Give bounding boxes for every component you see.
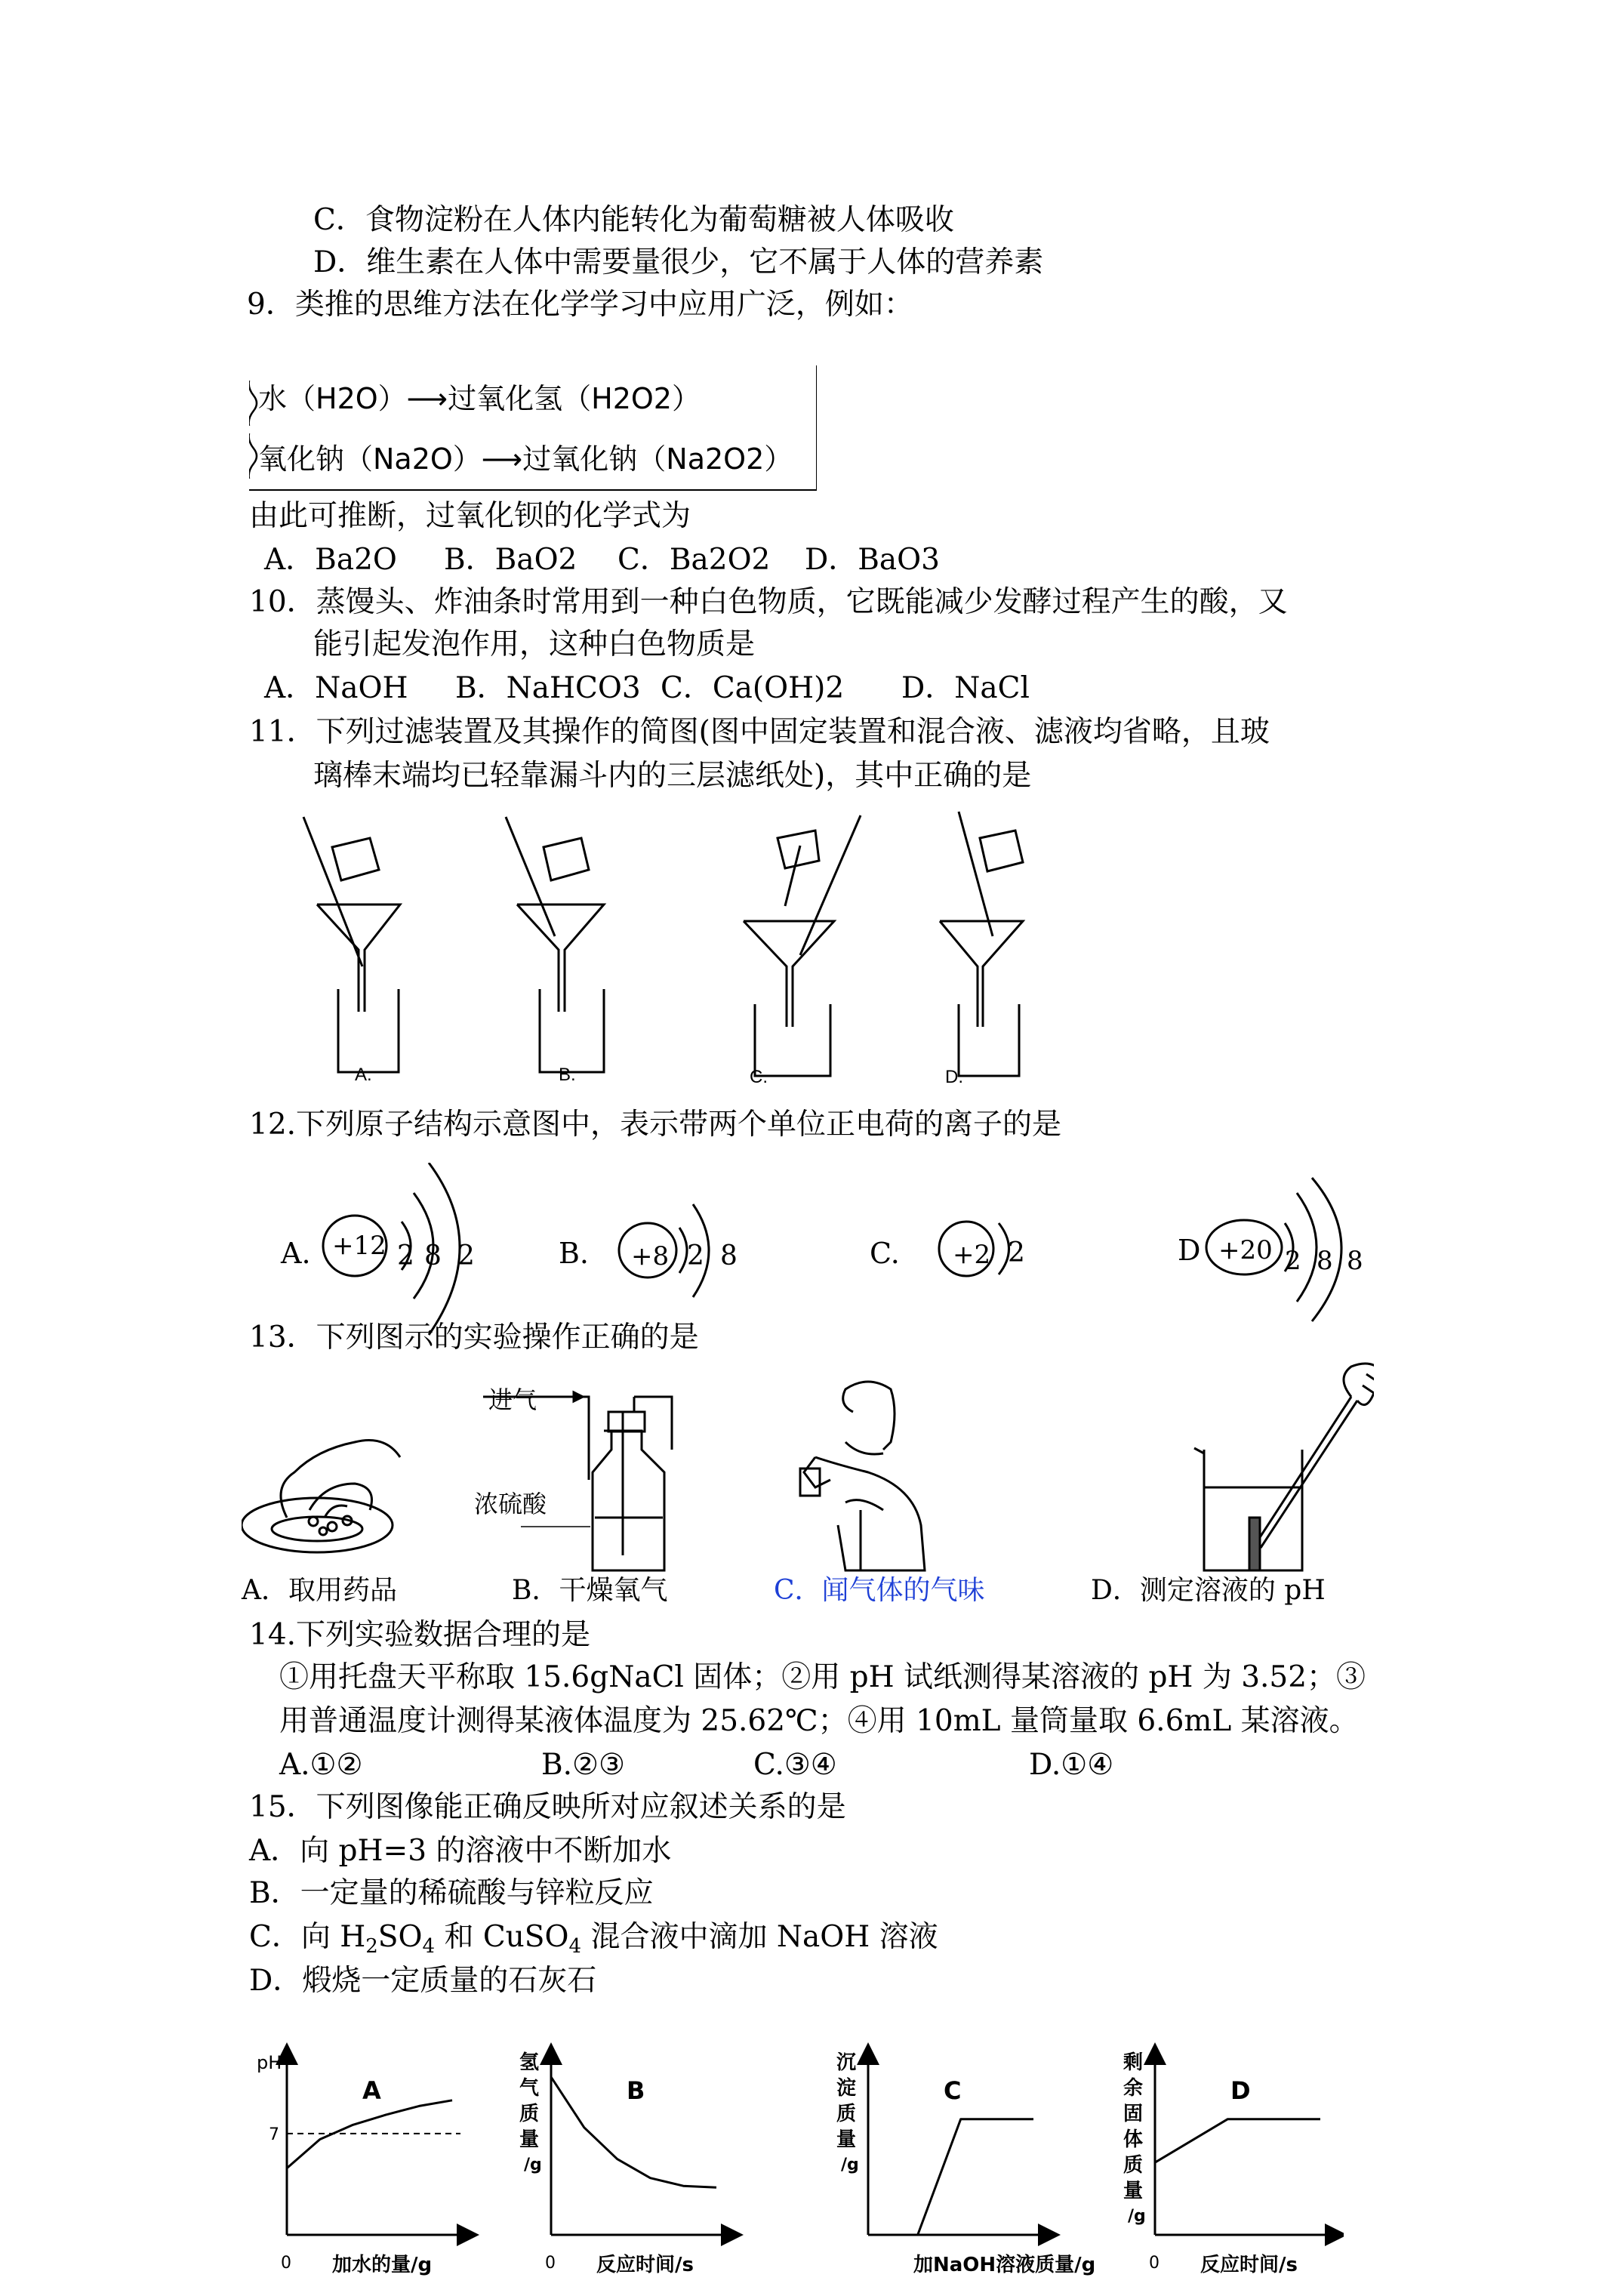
smelling-gas-figure	[800, 1382, 925, 1570]
acid-label: 浓硫酸	[474, 1490, 547, 1518]
x-axis-label: 加NaOH溶液质量/g	[913, 2254, 1096, 2276]
series-line	[868, 2119, 1033, 2235]
q15-stem: 15．下列图像能正确反映所对应叙述关系的是	[249, 1790, 846, 1824]
atom-b-shell-2: 8	[720, 1240, 738, 1271]
atom-label-a: A.	[281, 1237, 311, 1270]
q10-option-a: A．NaOH	[264, 671, 408, 705]
atom-a-shell-1: 2	[397, 1240, 414, 1271]
q14-option-b: B.②③	[541, 1748, 625, 1782]
q8-option-c: C．食物淀粉在人体内能转化为葡萄糖被人体吸收	[313, 203, 954, 237]
q9-option-b: B．BaO2	[444, 543, 577, 577]
y-axis-label: pH	[257, 2052, 282, 2073]
y-axis-label: 沉淀质量/g	[836, 2051, 859, 2174]
q15-option-d: D．煅烧一定质量的石灰石	[249, 1964, 597, 1998]
filtration-label-d: D.	[945, 1067, 963, 1087]
atom-b-nucleus: +8	[631, 1241, 670, 1271]
y-tick-label: 7	[269, 2125, 279, 2144]
q14-line-1: ①用托盘天平称取 15.6gNaCl 固体；②用 pH 试纸测得某溶液的 pH 为 3.52；③	[279, 1660, 1366, 1694]
q10-option-c: C．Ca(OH)2	[661, 671, 845, 705]
q15-option-b: B．一定量的稀硫酸与锌粒反应	[249, 1876, 654, 1910]
filtration-label-a: A.	[355, 1065, 372, 1085]
chart-d	[1123, 2051, 1336, 2276]
filtration-figures	[257, 808, 1087, 1095]
measuring-ph-figure	[1194, 1364, 1374, 1570]
q13-caption-d: D．测定溶液的 pH	[1091, 1575, 1326, 1606]
q10-option-d: D．NaCl	[901, 671, 1030, 705]
gas-washing-bottle-figure	[483, 1392, 672, 1570]
q13-caption-a: A．取用药品	[242, 1575, 397, 1606]
atom-d-nucleus: +20	[1218, 1235, 1273, 1265]
atom-a-shell-2: 8	[424, 1240, 442, 1271]
q15-charts	[242, 2039, 1344, 2280]
atom-d-shell-3: 8	[1347, 1246, 1363, 1276]
q13-stem: 13．下列图示的实验操作正确的是	[249, 1321, 699, 1354]
q10-stem-2: 能引起发泡作用，这种白色物质是	[313, 627, 756, 661]
atom-c-nucleus: +2	[953, 1240, 991, 1270]
analogy-line-2: 氧化钠（Na2O）⟶过氧化钠（Na2O2）	[258, 442, 793, 476]
q15-option-a: A．向 pH=3 的溶液中不断加水	[249, 1834, 672, 1868]
atom-label-c: C.	[870, 1237, 900, 1270]
q11-stem-2: 璃棒末端均已轻靠漏斗内的三层滤纸处)，其中正确的是	[313, 759, 1032, 793]
chart-title: B	[627, 2076, 645, 2105]
lab-operation-figures	[242, 1359, 1374, 1578]
inlet-label: 进气	[488, 1385, 537, 1414]
chart-b	[519, 2051, 732, 2276]
q15-option-c: C．向 $H_2SO_4$ 和 CuSO$_4$ 混合液中滴加 NaOH 溶液	[249, 1920, 938, 1958]
x-axis-label: 反应时间/s	[596, 2254, 694, 2276]
q13-caption-c: C．闻气体的气味	[774, 1575, 985, 1606]
origin-label: 0	[281, 2254, 291, 2273]
q10-option-b: B．NaHCO3	[455, 671, 641, 705]
atom-b-shell-1: 2	[687, 1240, 704, 1271]
filtration-apparatus-b	[506, 817, 604, 1072]
atom-a-nucleus: +12	[332, 1231, 387, 1261]
q9-stem: 9．类推的思维方法在化学学习中应用广泛，例如：	[247, 288, 913, 322]
atom-d-shell-1: 2	[1285, 1246, 1301, 1276]
q9-option-d: D．BaO3	[805, 543, 940, 577]
q9-option-c: C．Ba2O2	[617, 543, 771, 577]
filtration-apparatus-d	[940, 812, 1023, 1076]
q14-line-2: 用普通温度计测得某液体温度为 25.62℃；④用 10mL 量筒量取 6.6mL 某溶液。	[279, 1704, 1359, 1738]
q9-option-a: A．Ba2O	[264, 543, 397, 577]
atom-a-shell-3: 2	[457, 1240, 475, 1271]
origin-label: 0	[1149, 2254, 1160, 2273]
q14-stem: 14.下列实验数据合理的是	[249, 1618, 591, 1652]
chart-c	[836, 2051, 1095, 2276]
filtration-label-c: C.	[750, 1067, 768, 1087]
chart-title: D	[1230, 2076, 1251, 2105]
series-line	[1155, 2119, 1320, 2163]
q12-stem: 12.下列原子结构示意图中，表示带两个单位正电荷的离子的是	[249, 1108, 1062, 1142]
atom-c-shell-1: 2	[1008, 1237, 1025, 1268]
y-axis-label: 剩余固体质量/g	[1123, 2051, 1146, 2226]
chart-a	[257, 2052, 468, 2276]
chart-title: C	[944, 2076, 962, 2105]
analogy-line-1: 水（H2O）⟶过氧化氢（H2O2）	[258, 382, 701, 415]
filtration-label-b: B.	[559, 1065, 576, 1085]
q14-option-a: A.①②	[279, 1748, 363, 1782]
x-axis-label: 反应时间/s	[1200, 2254, 1298, 2276]
atom-label-d: D	[1178, 1234, 1201, 1267]
q13-caption-b: B．干燥氧气	[512, 1575, 668, 1606]
q14-option-d: D.①④	[1029, 1748, 1114, 1782]
q9-follow: 由此可推断，过氧化钡的化学式为	[249, 499, 691, 533]
q8-option-d: D．维生素在人体中需要量很少，它不属于人体的营养素	[313, 245, 1044, 279]
taking-chemicals-figure	[242, 1441, 400, 1553]
chart-title: A	[362, 2076, 381, 2105]
q10-stem-1: 10．蒸馒头、炸油条时常用到一种白色物质，它既能减少发酵过程产生的酸，又	[249, 585, 1288, 619]
x-axis-label: 加水的量/g	[332, 2254, 433, 2276]
origin-label: 0	[545, 2254, 556, 2273]
atom-d-shell-2: 8	[1317, 1246, 1333, 1276]
atom-label-b: B.	[559, 1237, 590, 1270]
q11-stem-1: 11．下列过滤装置及其操作的简图(图中固定装置和混合液、滤液均省略，且玻	[249, 715, 1270, 749]
filtration-apparatus-a	[303, 817, 400, 1072]
y-axis-label: 氢气质量/g	[519, 2051, 542, 2174]
filtration-apparatus-c	[744, 815, 861, 1076]
q9-analogy-box	[249, 365, 817, 491]
q14-option-c: C.③④	[753, 1748, 837, 1782]
